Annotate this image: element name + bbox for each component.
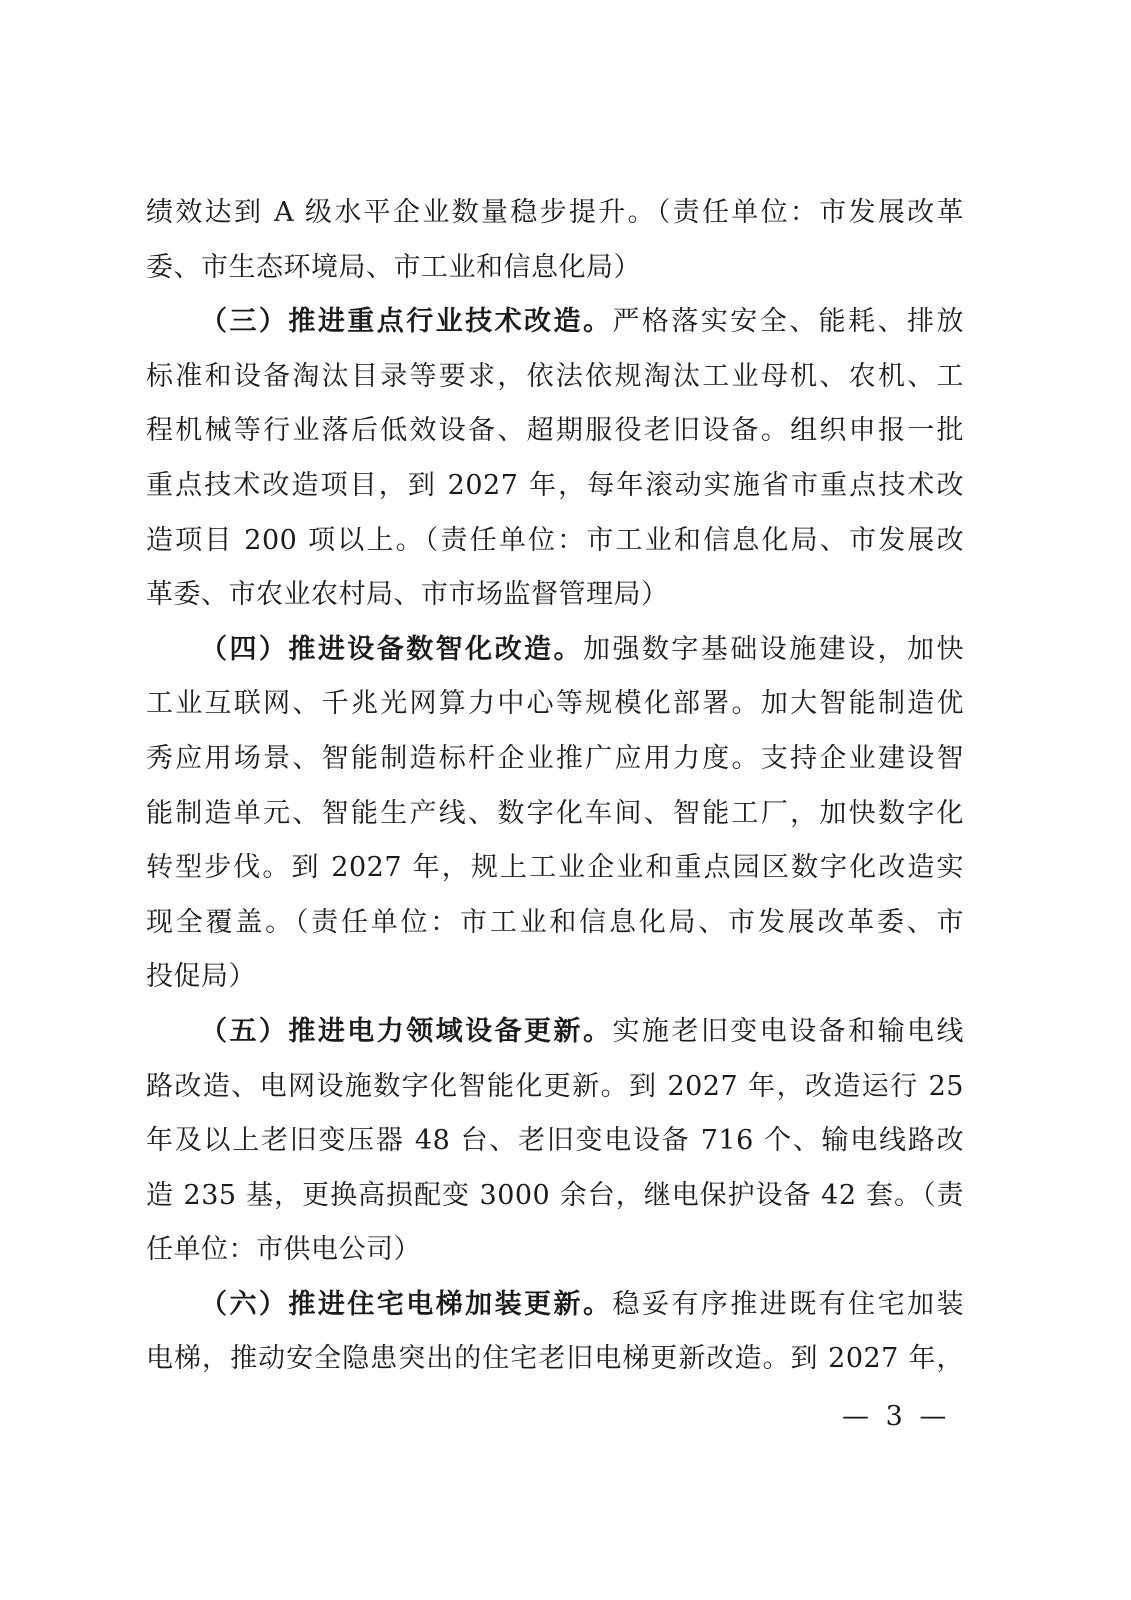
text-line: 任单位：市供电公司） [146, 1234, 421, 1266]
text-line: 造项目 200 项以上。（责任单位：市工业和信息化局、市发展改 [146, 524, 964, 556]
text-line: 年及以上老旧变压器 48 台、老旧变电设备 716 个、输电线路改 [146, 1125, 964, 1157]
section-4-first-line-text: 加强数字基础设施建设，加快 [582, 633, 965, 665]
page-number: — 3 — [842, 1401, 951, 1432]
text-line: 造 235 基，更换高损配变 3000 余台，继电保护设备 42 套。（责 [146, 1179, 964, 1211]
text-line: 重点技术改造项目，到 2027 年，每年滚动实施省市重点技术改 [146, 469, 964, 501]
document-body [146, 186, 964, 1387]
text-line: 绩效达到 A 级水平企业数量稳步提升。（责任单位：市发展改革 [146, 197, 964, 228]
section-5-first-line [146, 1005, 964, 1060]
section-4-first-line [146, 623, 964, 678]
text-line: 秀应用场景、智能制造标杆企业推广应用力度。支持企业建设智 [146, 742, 964, 774]
section-6-first-line-text: 稳妥有序推进既有住宅加装 [612, 1288, 965, 1320]
section-6-first-line [146, 1278, 964, 1333]
text-line: 路改造、电网设施数字化智能化更新。到 2027 年，改造运行 25 [146, 1070, 964, 1102]
section-3-first-line-text: 严格落实安全、能耗、排放 [612, 306, 965, 338]
text-line: 程机械等行业落后低效设备、超期服役老旧设备。组织申报一批 [146, 415, 964, 447]
text-line: 革委、市农业农村局、市市场监督管理局） [146, 579, 669, 611]
text-line: 工业互联网、千兆光网算力中心等规模化部署。加大智能制造优 [146, 688, 964, 720]
text-line: 委、市生态环境局、市工业和信息化局） [146, 251, 641, 283]
text-line: 现全覆盖。（责任单位：市工业和信息化局、市发展改革委、市 [146, 906, 964, 938]
section-4-heading: （四）推进设备数智化改造。 [200, 633, 583, 665]
section-3-first-line [146, 295, 964, 350]
section-5-heading: （五）推进电力领域设备更新。 [200, 1015, 613, 1047]
text-line: 电梯，推动安全隐患突出的住宅老旧电梯更新改造。到 2027 年， [146, 1343, 964, 1375]
section-6-heading: （六）推进住宅电梯加装更新。 [200, 1288, 613, 1320]
text-line: 转型步伐。到 2027 年，规上工业企业和重点园区数字化改造实 [146, 852, 964, 884]
text-line: 能制造单元、智能生产线、数字化车间、智能工厂，加快数字化 [146, 797, 964, 829]
text-line: 标准和设备淘汰目录等要求，依法依规淘汰工业母机、农机、工 [146, 360, 964, 392]
section-5-first-line-text: 实施老旧变电设备和输电线 [612, 1015, 965, 1047]
section-3-heading: （三）推进重点行业技术改造。 [200, 306, 613, 338]
text-line: 投促局） [146, 961, 256, 993]
